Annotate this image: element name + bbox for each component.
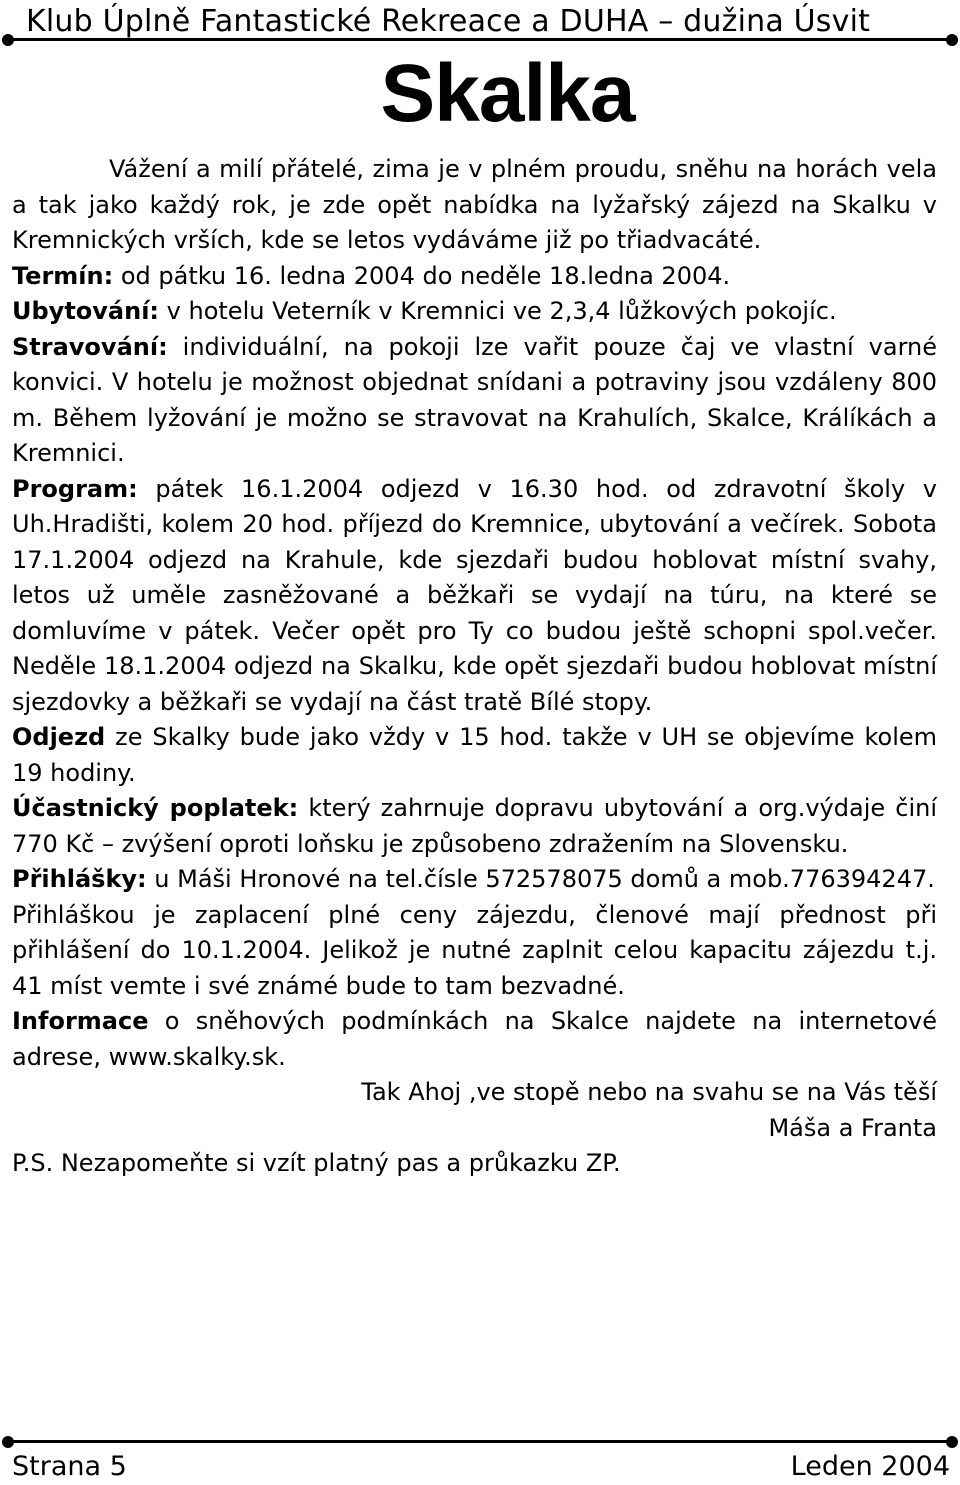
informace-label: Informace: [12, 1007, 149, 1035]
poplatek-paragraph: [12, 791, 937, 862]
program-text: pátek 16.1.2004 odjezd v 16.30 hod. od zdravotní školy v Uh.Hradišti, kolem 20 hod. příjezd do Kremnice, ubytování a večírek. Sobota 17.1.2004 odjezd na Krahule, kde sjezdaři budou hoblovat místní svahy, letos už uměle zasněžované a běžkaři se vydají na túru, na které se domluvíme v pátek. Večer opět pro Ty co budou ještě schopni spol.večer. Neděle 18.1.2004 odjezd na Skalku, kde opět sjezdaři budou hoblovat místní sjezdovky a běžkaři se vydají na část tratě Bílé stopy.: [12, 474, 937, 716]
termin-text: od pátku 16. ledna 2004 do neděle 18.ledna 2004.: [113, 261, 731, 290]
informace-text: o sněhových podmínkách na Skalce najdete na internetové adrese, www.skalky.sk.: [12, 1007, 937, 1071]
ubytovani-paragraph: [12, 294, 937, 330]
poplatek-text: který zahrnuje dopravu ubytování a org.výdaje činí 770 Kč – zvýšení oproti loňsku je způsobeno zdražením na Slovensku.: [12, 794, 937, 858]
stravovani-paragraph: [12, 330, 937, 472]
page-number: Strana 5: [12, 1451, 127, 1482]
greeting: Tak Ahoj ,ve stopě nebo na svahu se na Vás těší: [361, 1078, 937, 1106]
issue-date: Leden 2004: [790, 1451, 950, 1482]
page-title: Skalka: [380, 48, 635, 139]
club-name: Klub Úplně Fantastické Rekreace a DUHA – dužina Úsvit: [26, 4, 871, 39]
bottom-rule-right-dot: [946, 1436, 958, 1448]
intro-paragraph: Vážení a milí přátelé, zima je v plném proudu, sněhu na horách vela a tak jako každý rok, je zde opět nabídka na lyžařský zájezd na Skalku v Kremnických vrších, kde se letos vydáváme již po třiadvacáté.: [12, 155, 937, 254]
program-paragraph: [12, 472, 937, 721]
informace-paragraph: [12, 1004, 937, 1075]
prihlasky-text: u Máši Hronové na tel.čísle 572578075 domů a mob.776394247.: [146, 865, 935, 893]
poplatek-label: Účastnický poplatek:: [12, 794, 299, 822]
program-label: Program:: [12, 474, 138, 503]
odjezd-text: ze Skalky bude jako vždy v 15 hod. takže v UH se objevíme kolem 19 hodiny.: [12, 723, 937, 787]
stravovani-label: Stravování:: [12, 332, 168, 361]
article-body: [12, 152, 937, 1182]
termin-paragraph: [12, 259, 937, 295]
ubytovani-label: Ubytování:: [12, 297, 160, 325]
stravovani-text: individuální, na pokoji lze vařit pouze čaj ve vlastní varné konvici. V hotelu je možnost objednat snídani a potraviny jsou vzdáleny 800 m. Během lyžování je možno se stravovat na Krahulích, Skalce, Králíkách a Kremnici.: [12, 332, 937, 467]
prihlasky-paragraph: [12, 862, 937, 898]
postscript: P.S. Nezapomeňte si vzít platný pas a průkazku ZP.: [12, 1149, 621, 1177]
odjezd-paragraph: [12, 720, 937, 791]
odjezd-label: Odjezd: [12, 723, 106, 751]
prihlasky-label: Přihlášky:: [12, 865, 147, 893]
ubytovani-text: v hotelu Veterník v Kremnici ve 2,3,4 lůžkových pokojíc.: [159, 297, 837, 325]
bottom-rule: [8, 1440, 952, 1443]
termin-label: Termín:: [12, 261, 114, 290]
signature: Máša a Franta: [768, 1113, 937, 1142]
prihlaskou-paragraph: Přihláškou je zaplacení plné ceny zájezdu, členové mají přednost při přihlášení do 10.1.2004. Jelikož je nutné zaplnit celou kapacitu zájezdu t.j. 41 míst vemte i své známé bude to tam bezvadné.: [12, 900, 937, 1000]
top-rule: [8, 38, 952, 41]
